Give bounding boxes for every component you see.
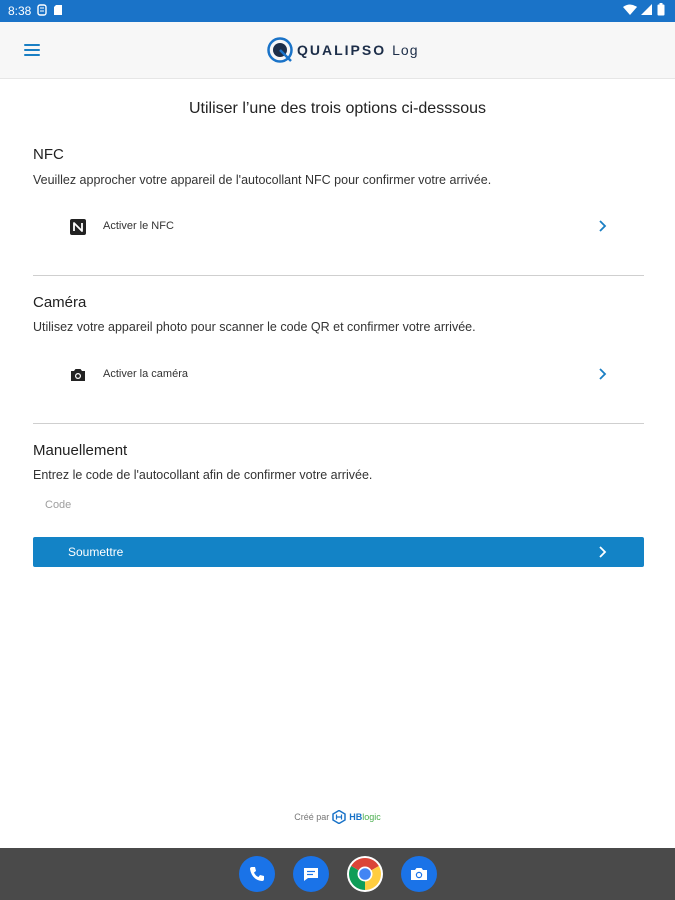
sd-card-icon [53, 4, 63, 19]
hamburger-menu-icon[interactable] [22, 40, 42, 60]
divider [33, 423, 644, 424]
nfc-section-description: Veuillez approcher votre appareil de l'autocollant NFC pour confirmer votre arrivée. [33, 173, 492, 187]
app-bar [0, 22, 675, 79]
chevron-right-icon [598, 367, 608, 381]
activate-camera-button[interactable] [33, 358, 644, 392]
status-bar [0, 0, 675, 22]
notification-icon [37, 4, 47, 19]
manual-section-description: Entrez le code de l'autocollant afin de confirmer votre arrivée. [33, 468, 373, 482]
chevron-right-icon [598, 219, 608, 233]
status-time: 8:38 [8, 4, 32, 18]
manual-section-title: Manuellement [33, 442, 128, 459]
nfc-section-title: NFC [33, 146, 64, 163]
code-input[interactable] [33, 494, 644, 516]
logo-text: QUALIPSO Log [297, 42, 419, 58]
hblogic-logo-icon [332, 810, 346, 824]
chevron-right-icon [598, 545, 608, 559]
system-nav-bar [0, 848, 675, 900]
qualipso-logo-icon [267, 37, 293, 63]
camera-section-title: Caméra [33, 294, 87, 311]
divider [33, 275, 644, 276]
messages-icon[interactable] [293, 856, 329, 892]
phone-icon[interactable] [239, 856, 275, 892]
camera-app-icon[interactable] [401, 856, 437, 892]
activate-nfc-label: Activer le NFC [103, 220, 174, 232]
chrome-icon[interactable] [347, 856, 383, 892]
signal-icon [641, 4, 653, 19]
camera-section-description: Utilisez votre appareil photo pour scanner le code QR et confirmer votre arrivée. [33, 320, 476, 334]
activate-camera-label: Activer la caméra [103, 368, 188, 380]
app-logo [267, 36, 418, 64]
submit-button-label: Soumettre [68, 545, 124, 559]
submit-button[interactable] [33, 537, 644, 567]
battery-icon [657, 3, 665, 19]
footer [0, 810, 675, 824]
page-title: Utiliser l’une des trois options ci-desssous [188, 100, 486, 117]
app-dock [0, 856, 675, 892]
wifi-icon [623, 4, 637, 19]
camera-icon [69, 366, 87, 384]
created-by-label: Créé par [294, 812, 330, 822]
activate-nfc-button[interactable] [33, 210, 644, 244]
hblogic-brand: HBlogic [349, 812, 381, 822]
nfc-icon [69, 218, 87, 236]
